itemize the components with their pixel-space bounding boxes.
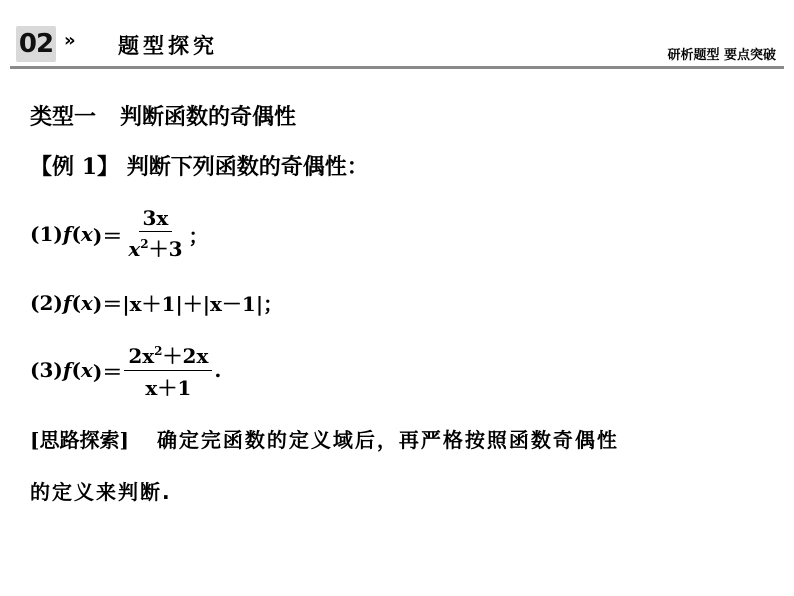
example-prompt: 判断下列函数的奇偶性： bbox=[126, 155, 369, 180]
equation-3: (3) f ( x )＝ $\frac{2x^2+2x}{x+1}$ . bbox=[30, 338, 221, 402]
chevron-icon: » bbox=[64, 30, 76, 51]
fraction-denominator: $x^2+3$ bbox=[128, 237, 183, 261]
equation-1: (1) f ( x )＝ $\frac{3x}{x^2+3}$ ； bbox=[30, 206, 209, 261]
type-heading bbox=[30, 100, 296, 131]
section-title: 题型探究 bbox=[118, 34, 218, 58]
fraction-numerator: $2x^2+2x$ bbox=[124, 340, 212, 371]
fraction-denominator: x＋1 bbox=[145, 375, 192, 400]
hint-line-2: 的定义来判断. bbox=[30, 480, 172, 504]
section-subtitle: 研析题型 要点突破 bbox=[667, 48, 776, 63]
slide-header bbox=[10, 24, 784, 69]
section-number-badge: 02 bbox=[16, 26, 56, 62]
hint-line-1 bbox=[30, 424, 619, 453]
fraction-numerator: 3x bbox=[139, 206, 173, 232]
hint-text: 确定完函数的定义域后，再严格按照函数奇偶性 bbox=[156, 428, 619, 452]
example-label: 例 bbox=[52, 155, 75, 180]
equation-2: (2) f ( x )＝ |x＋1|＋|x－1|； bbox=[30, 288, 283, 317]
fraction bbox=[124, 340, 212, 401]
equation-expression: |x＋1|＋|x－1|； bbox=[122, 292, 284, 316]
fraction bbox=[124, 206, 186, 262]
hint-tag: [思路探索] bbox=[30, 428, 129, 452]
type-label: 类型一 bbox=[30, 105, 97, 130]
example-number: 1 bbox=[81, 154, 98, 180]
example-heading: 【例 1】 判断下列函数的奇偶性： bbox=[30, 154, 369, 180]
type-title: 判断函数的奇偶性 bbox=[120, 105, 297, 130]
